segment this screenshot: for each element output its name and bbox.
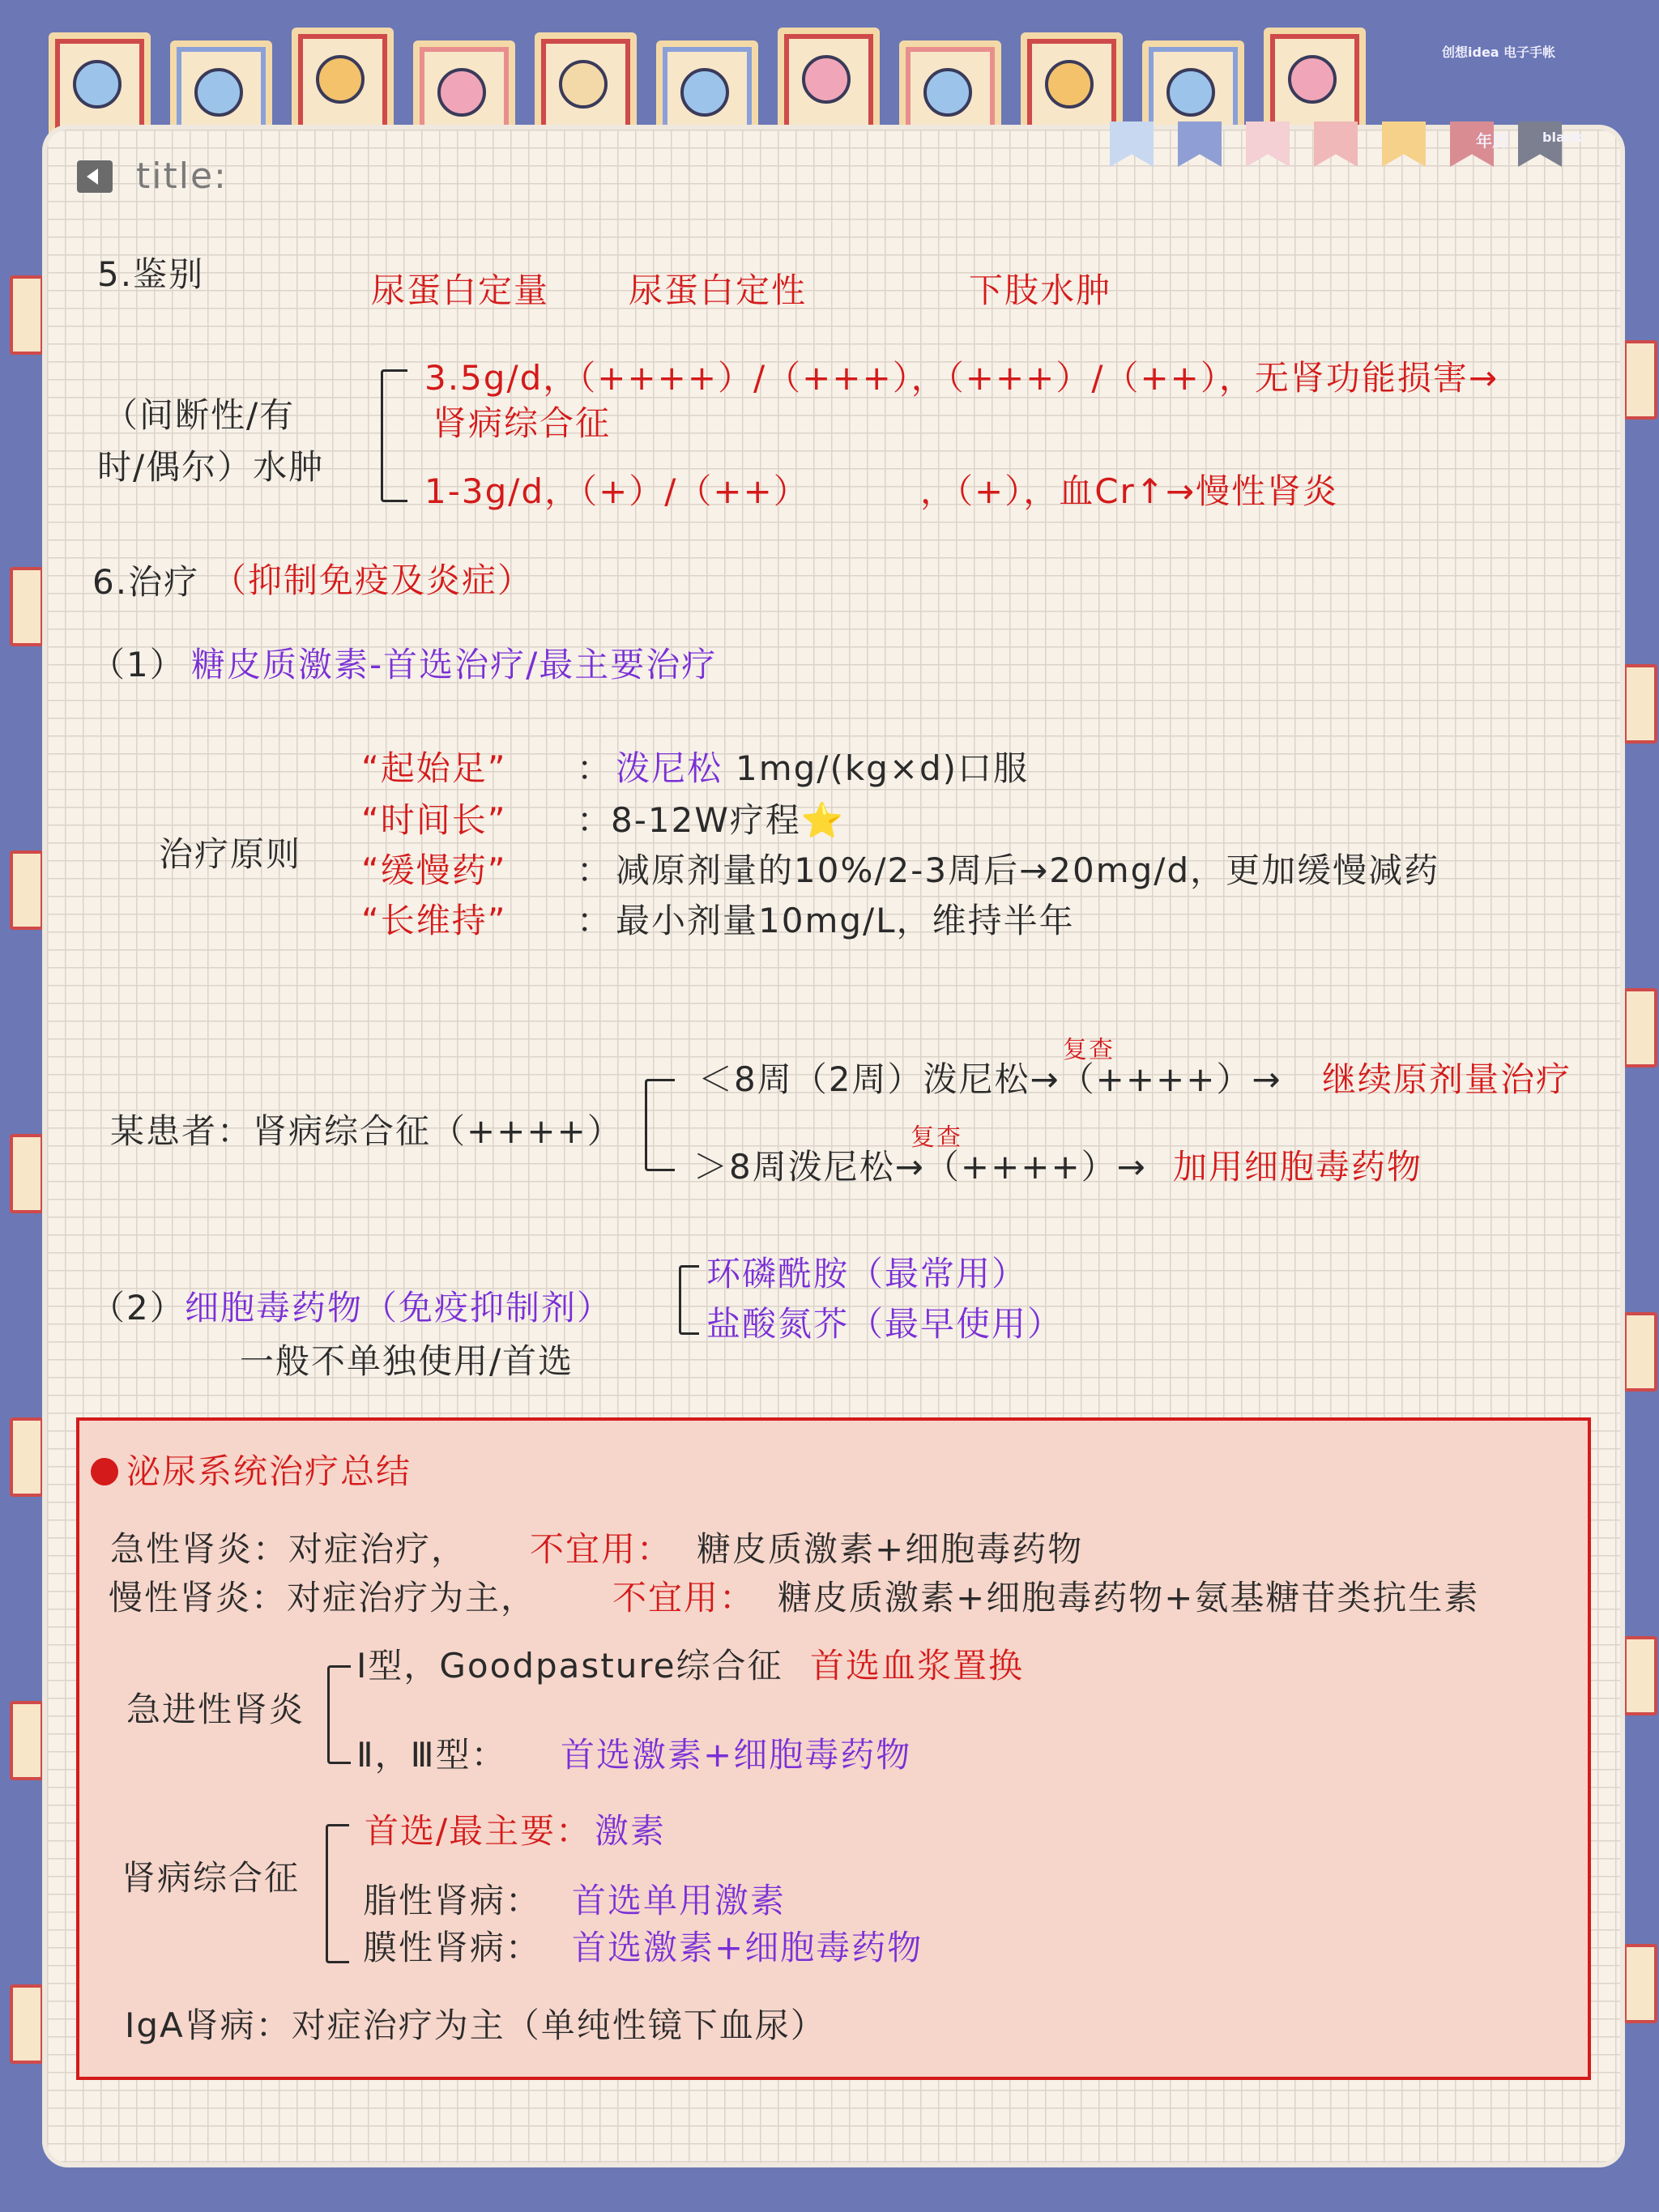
item2-prefix: （2）	[91, 1288, 186, 1328]
bunting-decoration	[1110, 121, 1596, 170]
principle-3-key: “缓慢药”	[361, 850, 507, 890]
ns-1-a: 首选/最主要：	[365, 1811, 592, 1851]
section-6-note: （抑制免疫及炎症）	[212, 560, 534, 600]
diff-row1-line2: 肾病综合征	[433, 403, 612, 443]
acute-a: 急性肾炎：对症治疗，	[110, 1529, 467, 1569]
stamp-decoration-icon	[49, 32, 151, 143]
drug-2: 盐酸氮芥（最早使用）	[706, 1304, 1064, 1344]
colon: ：	[577, 901, 613, 940]
chronic-c: 糖皮质激素+细胞毒药物+氨基糖苷类抗生素	[778, 1578, 1480, 1617]
tab-calendar[interactable]: 年历	[1476, 131, 1508, 151]
side-decoration-icon	[1623, 664, 1657, 744]
col-header-edema: 下肢水肿	[969, 271, 1112, 310]
tab-blank[interactable]: blank	[1542, 130, 1583, 145]
principle-4-rest: 最小剂量10mg/L，维持半年	[616, 901, 1075, 940]
acute-b: 不宜用：	[530, 1529, 673, 1569]
ns-2-b: 首选单用激素	[572, 1881, 787, 1920]
col-header-qualitative: 尿蛋白定性	[629, 271, 808, 310]
principle-1-drug: 泼尼松	[616, 748, 723, 788]
colon: ：	[577, 850, 613, 890]
page-title: title:	[136, 156, 228, 197]
case2-result: 加用细胞毒药物	[1173, 1147, 1423, 1187]
case2-note: 复查	[911, 1123, 962, 1152]
item1-text: 糖皮质激素-首选治疗/最主要治疗	[191, 645, 718, 684]
rapid-label: 急进性肾炎	[126, 1690, 305, 1729]
side-decoration-icon	[10, 1134, 44, 1213]
principle-1-key: “起始足”	[361, 748, 507, 788]
side-decoration-icon	[10, 1984, 44, 2064]
ns-1-b: 激素	[595, 1811, 667, 1851]
bracket	[679, 1265, 699, 1335]
chronic-b: 不宜用：	[612, 1578, 756, 1617]
diff-row2-a: 1-3g/d，（+）/（++）	[424, 471, 809, 511]
stamp-decoration-icon	[1021, 32, 1123, 143]
principle-2-key: “时间长”	[361, 800, 507, 840]
item2-text: 细胞毒药物（免疫抑制剂）	[185, 1288, 613, 1328]
rapid-2-a: Ⅱ，Ⅲ型：	[356, 1735, 507, 1775]
principle-label: 治疗原则	[159, 834, 302, 874]
ns-2-a: 脂性肾病：	[363, 1881, 542, 1920]
principle-3-rest: 减原剂量的10%/2-3周后→20mg/d，更加缓慢减药	[616, 850, 1440, 890]
rapid-2-b: 首选激素+细胞毒药物	[561, 1735, 912, 1775]
summary-title: 泌尿系统治疗总结	[126, 1451, 412, 1491]
case1-text: ＜8周（2周）泼尼松→（++++）→	[698, 1059, 1282, 1099]
case1-note: 复查	[1063, 1036, 1115, 1064]
edema-label-line2: 时/偶尔）水肿	[97, 447, 325, 487]
bracket	[326, 1824, 349, 1963]
patient-label: 某患者：肾病综合征（++++）	[110, 1111, 623, 1151]
drug-1: 环磷酰胺（最常用）	[706, 1254, 1028, 1294]
back-arrow-icon[interactable]	[77, 160, 113, 193]
item1-prefix: （1）	[91, 645, 186, 684]
bracket	[645, 1079, 675, 1171]
ns-3-b: 首选激素+细胞毒药物	[572, 1928, 923, 1967]
brand-logo-text: 创想idea 电子手帐	[1442, 45, 1556, 60]
bullet-dot-icon	[91, 1458, 118, 1485]
item2-sub: 一般不单独使用/首选	[240, 1341, 574, 1381]
case2-text: ＞8周泼尼松→（++++）→	[693, 1147, 1147, 1187]
bracket	[327, 1665, 351, 1764]
stamp-decoration-icon	[535, 32, 637, 143]
diff-row1-line1: 3.5g/d，（++++）/（+++），（+++）/（++），无肾功能损害→	[424, 358, 1499, 398]
principle-4-key: “长维持”	[361, 901, 507, 940]
side-decoration-icon	[10, 567, 44, 646]
ns-3-a: 膜性肾病：	[363, 1928, 542, 1967]
iga-line: IgA肾病：对症治疗为主（单纯性镜下血尿）	[125, 2005, 826, 2045]
side-decoration-icon	[10, 850, 44, 930]
edema-label-line1: （间断性/有	[104, 395, 296, 435]
side-decoration-icon	[10, 275, 44, 355]
col-header-quantity: 尿蛋白定量	[371, 271, 550, 310]
side-decoration-icon	[1623, 988, 1657, 1068]
side-decoration-icon	[1623, 340, 1657, 420]
side-decoration-icon	[10, 1417, 44, 1497]
colon: ：	[577, 748, 613, 788]
section-6-heading: 6.治疗	[92, 562, 200, 602]
rapid-1-b: 首选血浆置换	[810, 1646, 1025, 1686]
colon: ：	[577, 800, 613, 840]
principle-2-rest: 8-12W疗程⭐	[611, 800, 846, 840]
rapid-1-a: Ⅰ型，Goodpasture综合征	[356, 1646, 783, 1686]
acute-c: 糖皮质激素+细胞毒药物	[697, 1529, 1084, 1569]
bracket	[381, 369, 407, 502]
diff-row2-b: ，（+），血Cr↑→慢性肾炎	[920, 471, 1339, 511]
side-decoration-icon	[10, 1701, 44, 1780]
chronic-a: 慢性肾炎：对症治疗为主，	[109, 1578, 537, 1617]
section-5-heading: 5.鉴别	[97, 254, 205, 294]
case1-result: 继续原剂量治疗	[1322, 1059, 1572, 1099]
ns-label: 肾病综合征	[122, 1858, 301, 1898]
stamp-decoration-icon	[292, 28, 394, 138]
side-decoration-icon	[1623, 1312, 1657, 1392]
side-decoration-icon	[1623, 1636, 1657, 1715]
stamp-decoration-icon	[778, 28, 880, 138]
principle-1-rest: 1mg/(kg×d)口服	[736, 748, 1030, 788]
side-decoration-icon	[1623, 1944, 1657, 2023]
